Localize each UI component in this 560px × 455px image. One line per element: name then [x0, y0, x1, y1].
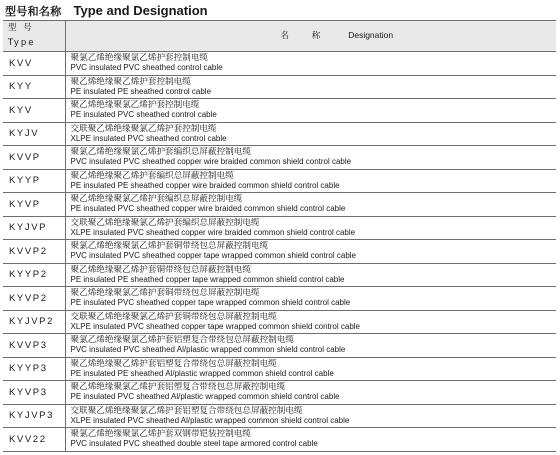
designation-zh: 交联聚乙烯绝缘聚氯乙烯护套编织总屏蔽控制电缆	[70, 217, 260, 228]
designation-zh: 聚乙烯绝缘聚氯乙烯护套编织总屏蔽控制电缆	[70, 194, 243, 205]
designation-en: PE insulated PE sheathed control cable	[70, 86, 212, 96]
designation-zh: 聚乙烯绝缘聚氯乙烯护套控制电缆	[70, 100, 200, 111]
table-row	[3, 263, 556, 287]
designation-en: PE insulated PE sheathed copper wire braided common shield control cable	[70, 180, 340, 190]
designation-zh: 聚乙烯绝缘聚乙烯护套控制电缆	[70, 76, 191, 87]
table-row	[3, 404, 556, 428]
designation-zh: 交联聚乙烯绝缘聚氯乙烯护套铜带绕包总屏蔽控制电缆	[70, 311, 277, 322]
cable-type-code: KYVP2	[3, 287, 65, 311]
designation-en: XLPE insulated PVC sheathed copper tape wrapped common shield control cable	[70, 321, 361, 331]
cable-designation	[65, 310, 556, 334]
cable-type-code: KVV	[3, 52, 65, 76]
designation-zh: 聚乙烯绝缘聚乙烯护套铜带绕包总屏蔽控制电缆	[70, 264, 251, 275]
designation-zh: 交联聚乙烯绝缘聚氯乙烯护套控制电缆	[70, 123, 217, 134]
designation-zh: 聚乙烯绝缘聚乙烯护套铝塑复合带绕包总屏蔽控制电缆	[70, 358, 277, 369]
heading-zh: 型号和名称	[5, 5, 62, 18]
table-row	[3, 310, 556, 334]
cable-type-code: KYVP3	[3, 381, 65, 405]
designation-en: PVC insulated PVC sheathed Al/plastic wrapped common shield control cable	[70, 345, 346, 355]
cable-type-code: KVVP3	[3, 334, 65, 358]
cable-designation	[65, 381, 556, 405]
designation-en: PVC insulated PVC sheathed copper tape wrapped common shield control cable	[70, 251, 356, 261]
name-header-en: Designation	[348, 30, 394, 40]
cable-designation	[65, 428, 556, 452]
cable-designation	[65, 404, 556, 428]
designation-en: PVC insulated PVC sheathed double steel tape armored control cable	[70, 439, 318, 449]
cable-designation	[65, 52, 556, 76]
table-row	[3, 99, 556, 123]
designation-en: PE insulated PE sheathed Al/plastic wrapped common shield control cable	[70, 368, 334, 378]
designation-en: XLPE insulated PVC sheathed Al/plastic wrapped common shield control cable	[70, 415, 350, 425]
table-row	[3, 216, 556, 240]
designation-en: PE insulated PVC sheathed control cable	[70, 110, 217, 120]
type-header-label: 型 号 Type	[8, 23, 36, 48]
designation-en: PVC insulated PVC sheathed control cable	[70, 63, 223, 73]
cable-designation	[65, 263, 556, 287]
designation-zh: 交联聚乙烯绝缘聚氯乙烯护套铝塑复合带绕包总屏蔽控制电缆	[70, 405, 303, 416]
cable-designation	[65, 240, 556, 264]
cable-type-code: KVVP	[3, 146, 65, 170]
cable-designation	[65, 193, 556, 217]
designation-column-header	[65, 21, 556, 52]
table-row	[3, 428, 556, 452]
cable-type-code: KYVP	[3, 193, 65, 217]
table-row	[3, 357, 556, 381]
cable-type-code: KYY	[3, 75, 65, 99]
designation-en: XLPE insulated PVC sheathed control cable	[70, 133, 227, 143]
cable-designation	[65, 75, 556, 99]
designation-zh: 聚氯乙烯绝缘聚氯乙烯护套铜带绕包总屏蔽控制电缆	[70, 241, 269, 252]
designation-zh: 聚氯乙烯绝缘聚氯乙烯护套双钢带铠装控制电缆	[70, 429, 251, 440]
table-row	[3, 146, 556, 170]
type-designation-table	[3, 20, 556, 452]
table-header-row	[3, 21, 556, 52]
cable-designation	[65, 357, 556, 381]
table-row	[3, 287, 556, 311]
designation-en: PE insulated PVC sheathed copper wire braided common shield control cable	[70, 204, 346, 214]
designation-zh: 聚氯乙烯绝缘聚氯乙烯护套控制电缆	[70, 53, 209, 64]
table-row	[3, 334, 556, 358]
cable-designation	[65, 287, 556, 311]
cable-designation	[65, 169, 556, 193]
designation-zh: 聚氯乙烯绝缘聚氯乙烯护套编织总屏蔽控制电缆	[70, 147, 251, 158]
designation-zh: 聚乙烯绝缘聚乙烯护套编织总屏蔽控制电缆	[70, 170, 234, 181]
cable-type-code: KYYP3	[3, 357, 65, 381]
cable-type-code: KYJV	[3, 122, 65, 146]
cable-designation	[65, 334, 556, 358]
cable-type-code: KYJVP2	[3, 310, 65, 334]
table-row	[3, 122, 556, 146]
cable-designation	[65, 122, 556, 146]
designation-zh: 聚氯乙烯绝缘聚氯乙烯护套铝塑复合带绕包总屏蔽控制电缆	[70, 335, 294, 346]
heading-en: Type and Designation	[73, 3, 208, 18]
designation-en: PVC insulated PVC sheathed copper wire braided common shield control cable	[70, 157, 352, 167]
cable-type-code: KYV	[3, 99, 65, 123]
name-header-zh: 名 称	[280, 31, 331, 41]
cable-type-code: KYYP	[3, 169, 65, 193]
designation-zh: 聚乙烯绝缘聚氯乙烯护套铝塑复合带绕包总屏蔽控制电缆	[70, 382, 286, 393]
designation-en: PE insulated PVC sheathed Al/plastic wrapped common shield control cable	[70, 392, 340, 402]
cable-type-code: KYJVP	[3, 216, 65, 240]
cable-designation	[65, 216, 556, 240]
table-row	[3, 381, 556, 405]
cable-type-code: KVV22	[3, 428, 65, 452]
cable-type-code: KYJVP3	[3, 404, 65, 428]
cable-type-code: KVVP2	[3, 240, 65, 264]
designation-en: XLPE insulated PVC sheathed copper wire braided common shield control cable	[70, 227, 356, 237]
cable-type-code: KYYP2	[3, 263, 65, 287]
cable-designation	[65, 99, 556, 123]
type-column-header	[3, 21, 65, 52]
designation-en: PE insulated PVC sheathed copper tape wrapped common shield control cable	[70, 298, 351, 308]
table-body	[3, 52, 556, 452]
table-row	[3, 240, 556, 264]
table-row	[3, 75, 556, 99]
designation-zh: 聚乙烯绝缘聚氯乙烯护套铜带绕包总屏蔽控制电缆	[70, 288, 260, 299]
cable-designation	[65, 146, 556, 170]
table-row	[3, 52, 556, 76]
page-heading	[5, 2, 208, 18]
designation-en: PE insulated PE sheathed copper tape wrapped common shield control cable	[70, 274, 345, 284]
table-row	[3, 169, 556, 193]
table-row	[3, 193, 556, 217]
